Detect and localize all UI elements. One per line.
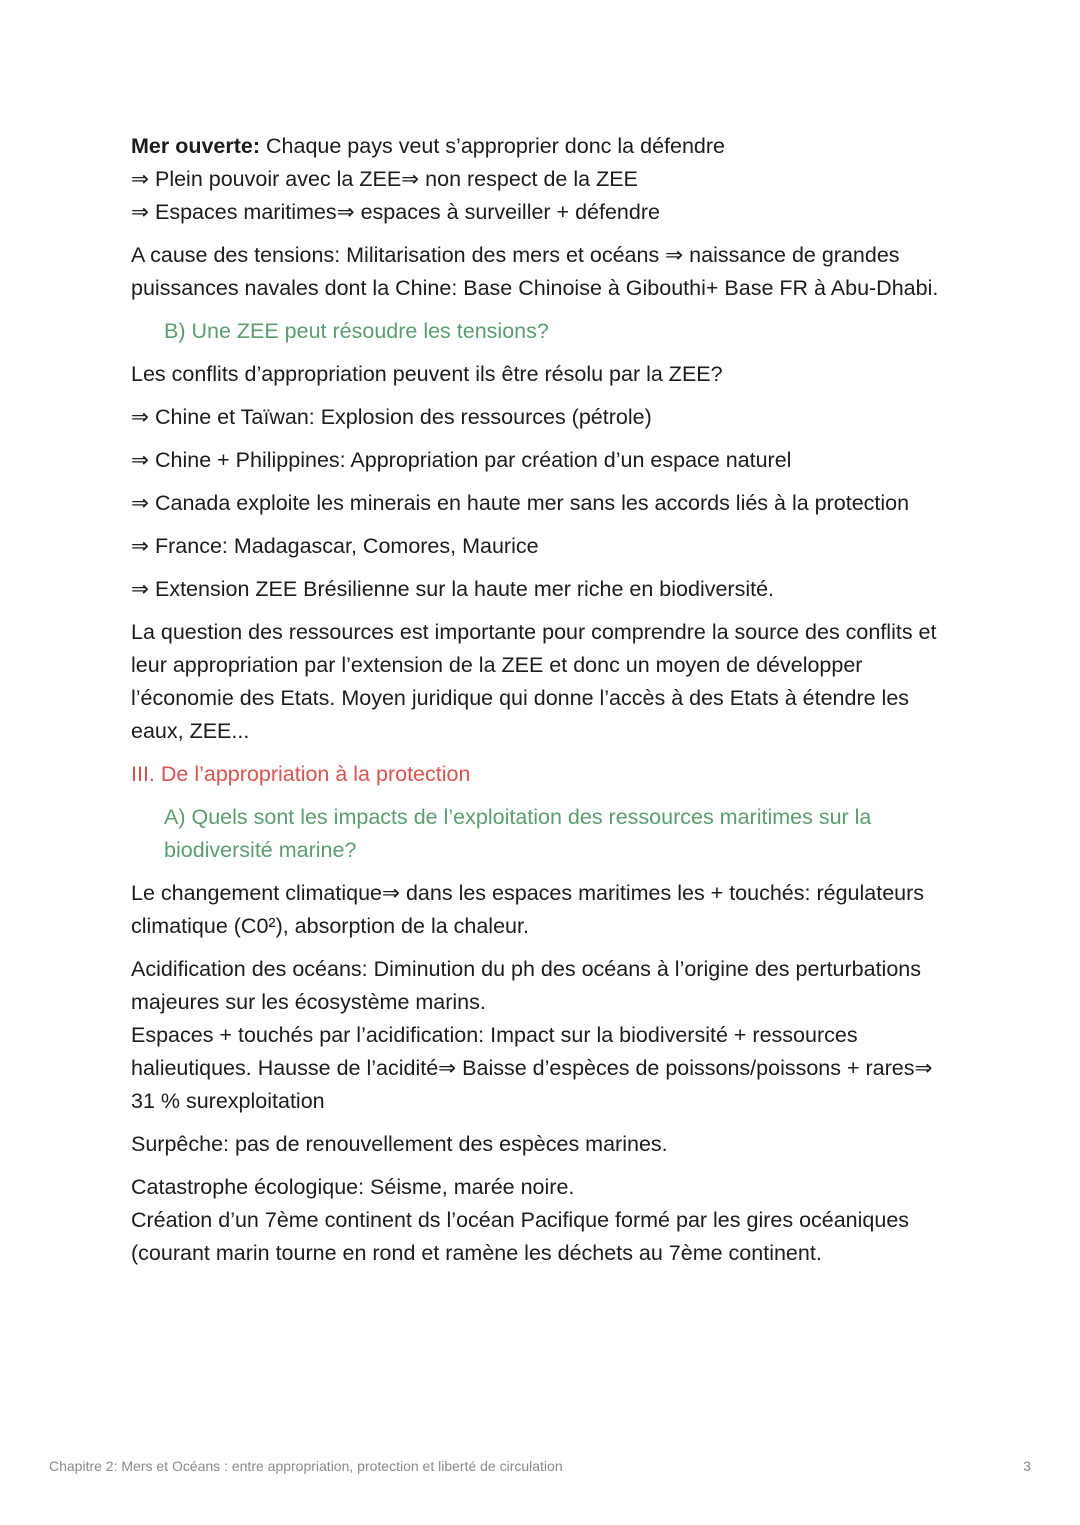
bullet-item: ⇒ Chine + Philippines: Appropriation par création d’un espace naturel xyxy=(131,448,792,472)
catastrophe-paragraph: Catastrophe écologique: Séisme, marée noire. xyxy=(131,1175,575,1199)
bullet-item: ⇒ Canada exploite les minerais en haute mer sans les accords liés à la protection xyxy=(131,491,910,515)
open-sea-block xyxy=(131,130,961,229)
bullet-item: ⇒ Extension ZEE Brésilienne sur la haute mer riche en biodiversité. xyxy=(131,577,775,601)
zee-power-line: ⇒ Plein pouvoir avec la ZEE⇒ non respect de la ZEE xyxy=(131,167,638,191)
footer-chapter-title: Chapitre 2: Mers et Océans : entre appropriation, protection et liberté de circulation xyxy=(49,1458,563,1474)
overfishing-paragraph: Surpêche: pas de renouvellement des espèces marines. xyxy=(131,1132,668,1156)
heading-b: B) Une ZEE peut résoudre les tensions? xyxy=(164,319,549,343)
open-sea-label: Mer ouverte: xyxy=(131,134,261,158)
acidification-block xyxy=(131,953,961,1118)
catastrophe-block xyxy=(131,1171,961,1270)
acidification-paragraph: Acidification des océans: Diminution du ph des océans à l’origine des perturbations majeures sur les écosystème marins. xyxy=(131,957,921,1014)
heading-a: A) Quels sont les impacts de l’exploitation des ressources maritimes sur la biodiversité marine? xyxy=(164,805,872,862)
open-sea-text: Chaque pays veut s’approprier donc la défendre xyxy=(260,134,725,158)
bullet-item: ⇒ France: Madagascar, Comores, Maurice xyxy=(131,534,539,558)
heading-iii: III. De l’appropriation à la protection xyxy=(131,762,471,786)
acidification-impact-paragraph: Espaces + touchés par l’acidification: Impact sur la biodiversité + ressources halieutiques. Hausse de l’acidité⇒ Baisse d’espèces de poissons/poissons + rares⇒ 31 % surexploitation xyxy=(131,1023,933,1113)
document-body xyxy=(131,130,961,1270)
climate-paragraph: Le changement climatique⇒ dans les espaces maritimes les + touchés: régulateurs climatique (C0²), absorption de la chaleur. xyxy=(131,881,925,938)
resources-paragraph: La question des ressources est importante pour comprendre la source des conflits et leur appropriation par l’extension de la ZEE et donc un moyen de développer l’économie des Etats. Moyen juridique qui donne l’accès à des Etats à étendre les eaux, ZEE... xyxy=(131,620,937,743)
tensions-paragraph: A cause des tensions: Militarisation des mers et océans ⇒ naissance de grandes puissances navales dont la Chine: Base Chinoise à Gibouthi+ Base FR à Abu-Dhabi. xyxy=(131,243,939,300)
maritime-spaces-line: ⇒ Espaces maritimes⇒ espaces à surveiller + défendre xyxy=(131,200,660,224)
open-sea-line xyxy=(131,130,961,163)
page-footer xyxy=(49,1458,1031,1474)
question-paragraph: Les conflits d’appropriation peuvent ils être résolu par la ZEE? xyxy=(131,362,723,386)
bullet-item: ⇒ Chine et Taïwan: Explosion des ressources (pétrole) xyxy=(131,405,652,429)
page-number: 3 xyxy=(1023,1458,1031,1474)
seventh-continent-paragraph: Création d’un 7ème continent ds l’océan Pacifique formé par les gires océaniques (courant marin tourne en rond et ramène les déchets au 7ème continent. xyxy=(131,1208,910,1265)
